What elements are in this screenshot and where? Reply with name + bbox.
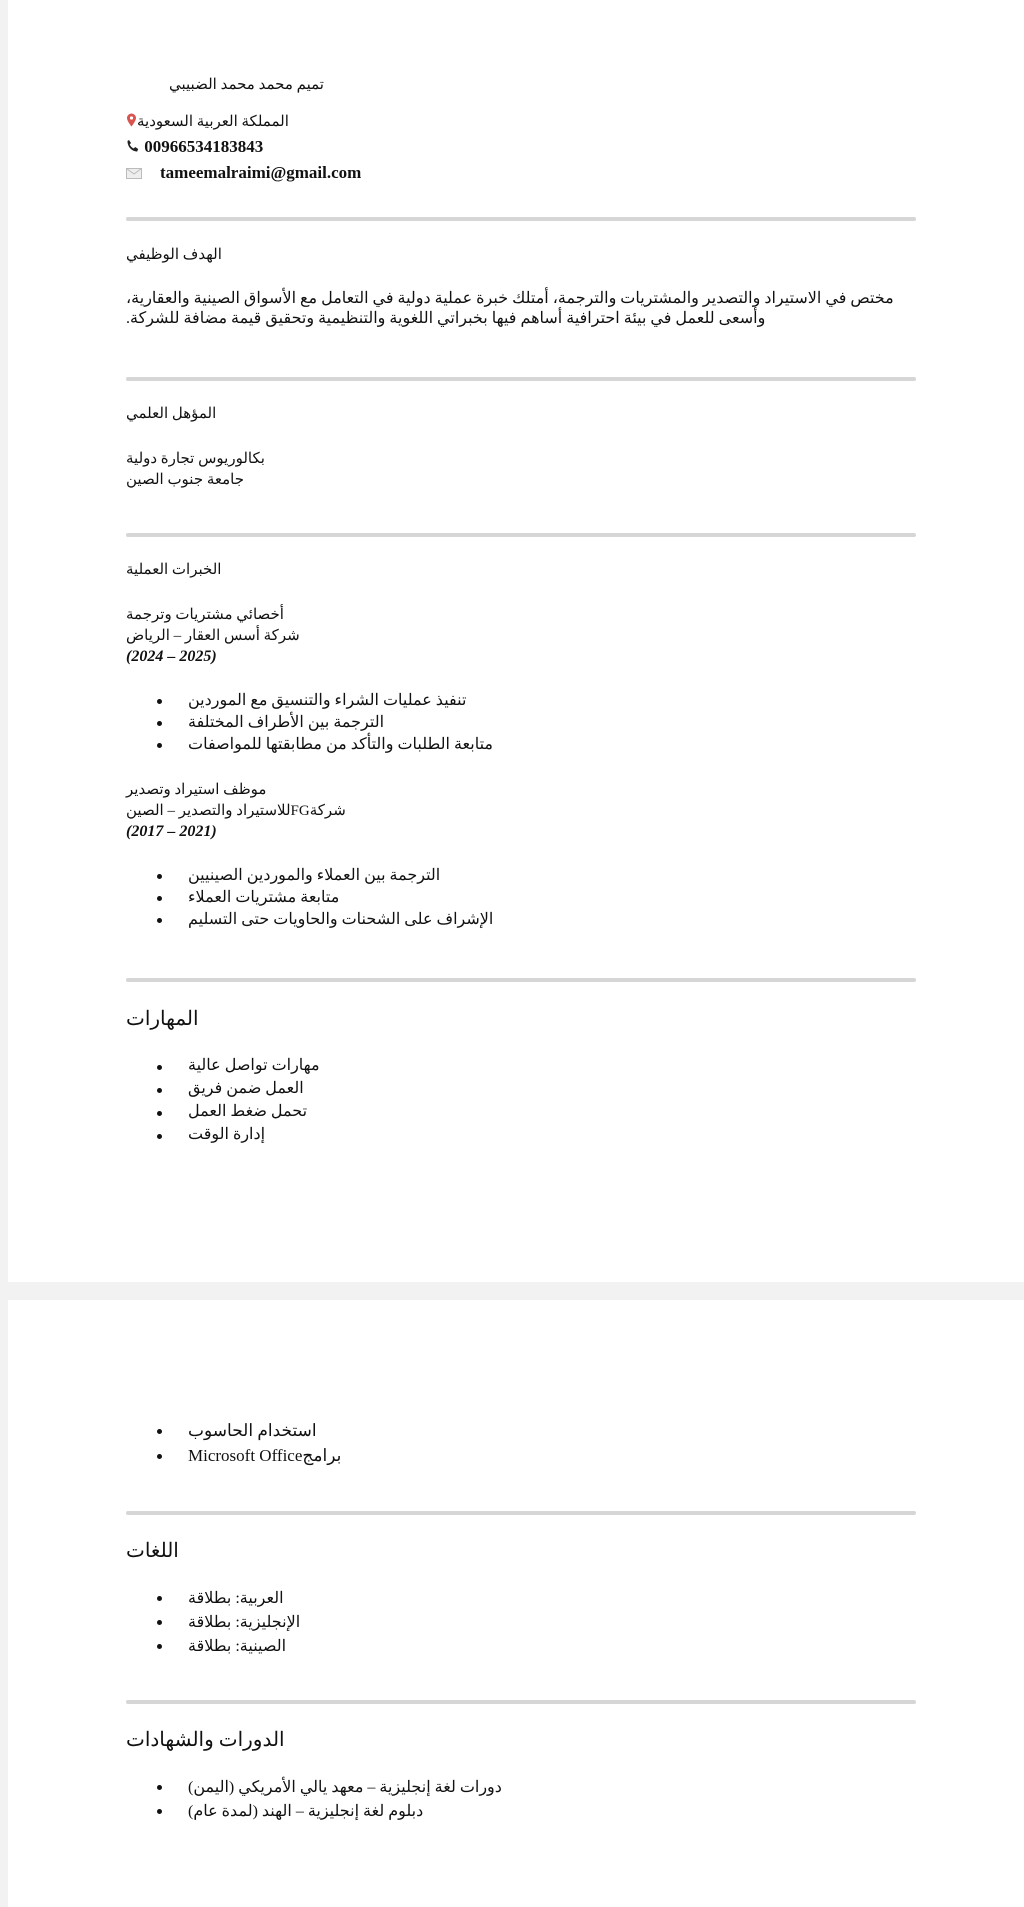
education-degree: بكالوريوس تجارة دولية: [126, 451, 265, 467]
bullet: [157, 1620, 162, 1625]
job-title: موظف استيراد وتصدير: [126, 782, 267, 798]
skills-heading: المهارات: [126, 1008, 199, 1030]
bullet: [157, 1809, 162, 1814]
divider: [126, 377, 916, 381]
bullet: [157, 1111, 162, 1116]
languages-heading: اللغات: [126, 1540, 179, 1562]
bullet: [157, 918, 162, 923]
objective-line-1: مختص في الاستيراد والتصدير والمشتريات والترجمة، أمتلك خبرة عملية دولية في التعامل مع الأسواق الصينية والعقارية،: [126, 290, 894, 307]
phone-number[interactable]: 00966534183843: [144, 137, 264, 156]
phone-icon: [126, 138, 140, 158]
divider: [126, 217, 916, 221]
document-page-1: تميم محمد محمد الضبيبي المملكة العربية السعودية 00966534183843 tameemalraimi@gmail.com الهدف الوظيفي مختص في الاستيراد والتصدير والمشتريات والترجمة، أمتلك خبرة عملية دولية في التعامل مع الأسواق الصينية والعقارية، وأسعى للعمل في بيئة احترافية أساهم فيها بخبراتي اللغوية والتنظيمية وتحقيق قيمة مضافة للشركة. المؤهل العلمي بكالوريوس تجارة دولية جامعة جنوب الصين الخبرات العملية أخصائي مشتريات وترجمة شركة أسس العقار – الرياض (2024 – 2025) تنفيذ عمليات الشراء والتنسيق مع الموردين الترجمة بين الأطراف المختلفة متابعة الطلبات والتأكد من مطابقتها للمواصفات موظف استيراد وتصدير شركةFGللاستيراد والتصدير – الصين (2017 – 2021) الترجمة بين العملاء والموردين الصينيين متابعة مشتريات العملاء الإشراف على الشحنات والحاويات حتى التسليم المهارات مهارات تواصل عالية العمل ضمن فريق تحمل ضغط العمل إدارة الوقت: [8, 0, 1024, 1282]
objective-text: [126, 289, 911, 329]
education-university: جامعة جنوب الصين: [126, 472, 245, 488]
bullet: [157, 743, 162, 748]
job-company: شركة أسس العقار – الرياض: [126, 628, 300, 644]
bullet: [157, 1644, 162, 1649]
experience-heading: الخبرات العملية: [126, 562, 222, 578]
candidate-name: تميم محمد محمد الضبيبي: [169, 77, 324, 93]
divider: [126, 533, 916, 537]
objective-heading: الهدف الوظيفي: [126, 247, 222, 263]
job-title: أخصائي مشتريات وترجمة: [126, 607, 284, 623]
bullet: [157, 1088, 162, 1093]
job-period: (2017 – 2021): [126, 823, 217, 840]
bullet: [157, 896, 162, 901]
divider: [126, 1700, 916, 1704]
email-address[interactable]: tameemalraimi@gmail.com: [160, 163, 362, 182]
bullet: [157, 721, 162, 726]
location-line: [126, 112, 289, 132]
divider: [126, 978, 916, 982]
email-line: [126, 163, 361, 184]
education-heading: المؤهل العلمي: [126, 406, 217, 422]
bullet: [157, 699, 162, 704]
objective-line-2: وأسعى للعمل في بيئة احترافية أساهم فيها بخبراتي اللغوية والتنظيمية وتحقيق قيمة مضافة للشركة.: [126, 310, 766, 327]
courses-heading: الدورات والشهادات: [126, 1729, 285, 1751]
document-page-2: استخدام الحاسوب برامجMicrosoft Office اللغات العربية: بطلاقة الإنجليزية: بطلاقة الصينية: بطلاقة الدورات والشهادات دورات لغة إنجليزية – معهد يالي الأمريكي (اليمن) دبلوم لغة إنجليزية – الهند (لمدة عام): [8, 1300, 1024, 1907]
map-pin-icon: [126, 113, 137, 132]
job-period: (2024 – 2025): [126, 648, 217, 665]
bullet: [157, 1785, 162, 1790]
location-text: المملكة العربية السعودية: [137, 114, 289, 130]
bullet: [157, 1454, 162, 1459]
bullet: [157, 1429, 162, 1434]
bullet: [157, 1065, 162, 1070]
bullet: [157, 1134, 162, 1139]
bullet: [157, 874, 162, 879]
envelope-icon: [126, 164, 142, 184]
divider: [126, 1511, 916, 1515]
bullet: [157, 1596, 162, 1601]
phone-line: [126, 137, 263, 158]
job-company: شركةFGللاستيراد والتصدير – الصين: [126, 803, 346, 819]
